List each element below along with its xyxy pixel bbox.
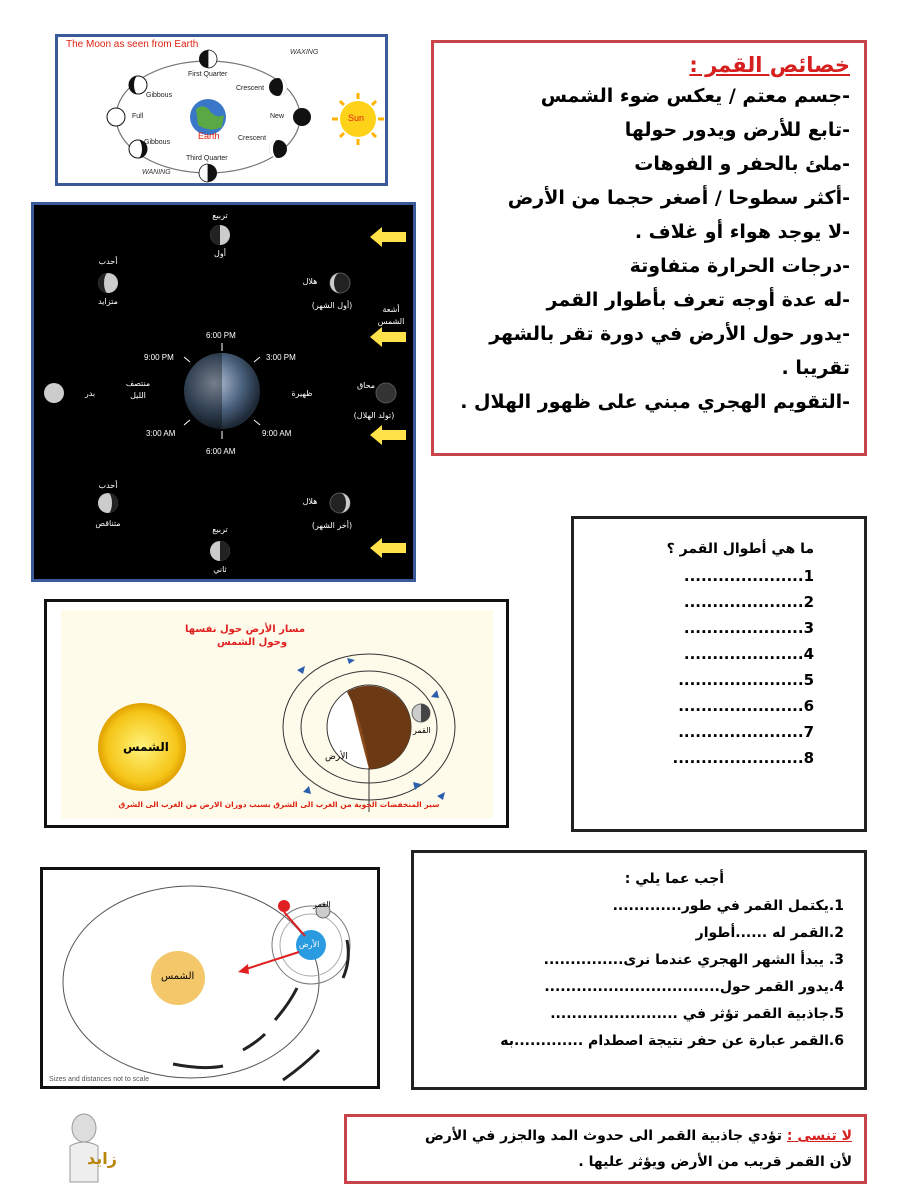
answer-line[interactable]: 7......................	[678, 723, 814, 741]
top-quarter-sub: أول	[214, 249, 226, 258]
gibbous-bottom-label: Gibbous	[144, 139, 171, 146]
reminder-lead: لا تنسى :	[786, 1128, 852, 1144]
property-item: -تابع للأرض ويدور حولها	[624, 119, 850, 141]
earth-label: Earth	[198, 131, 220, 141]
property-item: -يدور حول الأرض في دورة تقر بالشهر	[489, 323, 850, 345]
waning-label: WANING	[142, 169, 171, 176]
question-line[interactable]: 2.القمر له ......أطوار	[695, 925, 844, 941]
moon-crescent-top-icon	[269, 78, 287, 96]
gibbous-top-label: Gibbous	[146, 92, 173, 99]
earth-icon	[190, 99, 226, 135]
question-line[interactable]: 5.جاذبية القمر تؤثر في ........................	[550, 1006, 844, 1022]
waxing-label: WAXING	[290, 49, 319, 56]
crescent-first-label: هلال	[302, 277, 318, 286]
crescent-top-label: Crescent	[236, 85, 265, 92]
scale-note: Sizes and distances not to scale	[49, 1076, 150, 1083]
moon-label: القمر	[413, 726, 431, 735]
sun-label: الشمس	[161, 971, 195, 982]
sun-earth-graphic	[47, 602, 506, 825]
logo-graphic	[62, 1102, 122, 1190]
moon-new-icon	[293, 108, 311, 126]
gibbous-wan-sub: متناقص	[95, 519, 121, 528]
moon-orbit-diagram	[31, 202, 416, 582]
properties-title: خصائص القمر :	[689, 53, 850, 77]
property-item: -له عدة أوجه تعرف بأطوار القمر	[546, 289, 850, 311]
reminder-line-1: تؤدي جاذبية القمر الى حدوث المد والجزر في الأرض	[424, 1128, 787, 1144]
property-item: تقريبا .	[781, 357, 850, 379]
moon-properties-box	[431, 40, 867, 456]
gibbous-wan-label: أحدب	[98, 481, 118, 490]
new-moon-sub: (تولد الهلال)	[353, 411, 395, 420]
sun-label: Sun	[348, 113, 365, 123]
answer-line[interactable]: 6......................	[678, 697, 814, 715]
question-line[interactable]: 1.يكتمل القمر في طور.............	[612, 898, 844, 914]
moon-gibbous-wax-icon	[98, 273, 118, 293]
answer-line[interactable]: 5......................	[678, 671, 814, 689]
moon-gibbous-top-icon	[129, 76, 147, 94]
crescent-last-sub: (أخر الشهر)	[311, 521, 353, 530]
time-6pm: 6:00 PM	[206, 331, 236, 340]
phases-question-box	[571, 516, 867, 832]
moon-full-icon	[44, 383, 64, 403]
phases-title: The Moon as seen from Earth	[66, 39, 199, 50]
moon-crescent-first-icon	[330, 273, 350, 293]
answer-line[interactable]: 4.....................	[683, 645, 814, 663]
zayed-logo	[62, 1102, 122, 1190]
crescent-first-sub: (أول الشهر)	[311, 301, 353, 310]
bottom-quarter-sub: ثاني	[213, 565, 227, 574]
property-item: -أكثر سطوحا / أصغر حجما من الأرض	[507, 187, 850, 209]
property-item: -التقويم الهجري مبني على ظهور الهلال .	[460, 391, 850, 413]
answer-questions-box	[411, 850, 867, 1090]
time-9pm: 9:00 PM	[144, 353, 174, 362]
question-line[interactable]: 6.القمر عبارة عن حفر نتيجة اصطدام .............به	[500, 1033, 844, 1049]
logo-text: زايد	[87, 1149, 117, 1168]
crescent-last-label: هلال	[302, 497, 318, 506]
earth-label: الأرض	[299, 940, 320, 949]
reminder-box	[344, 1114, 867, 1184]
moon-crescent-last-icon	[330, 493, 350, 513]
third-quarter-label: Third Quarter	[186, 155, 228, 162]
first-quarter-label: First Quarter	[188, 71, 228, 78]
diagram-caption: سير المنخفضات الجوية من الغرب الى الشرق بسبب دوران الارض من الغرب الى الشرق	[118, 800, 440, 809]
top-quarter-label: تربيع	[212, 211, 228, 220]
answer-line[interactable]: 2.....................	[683, 593, 814, 611]
crescent-bottom-label: Crescent	[238, 135, 267, 142]
answer-line[interactable]: 3.....................	[683, 619, 814, 637]
time-3am: 3:00 AM	[146, 429, 176, 438]
full-moon-label: بدر	[84, 389, 96, 398]
moon-full-icon	[107, 108, 125, 126]
midnight-label: منتصف	[125, 379, 151, 388]
question-line[interactable]: 4.يدور القمر حول.................................	[544, 979, 844, 995]
property-item: -درجات الحرارة متفاوتة	[629, 255, 850, 277]
phases-question: ما هي أطوال القمر ؟	[666, 541, 814, 557]
moon-phases-diagram	[55, 34, 388, 186]
noon-label: ظهيرة	[291, 389, 313, 398]
sun-earth-moon-diagram	[40, 867, 380, 1089]
time-6am: 6:00 AM	[206, 447, 236, 456]
full-label: Full	[132, 113, 144, 120]
moon-crescent-bottom-icon	[269, 140, 287, 158]
moon-gibbous-wan-icon	[98, 493, 118, 513]
moon-top-quarter-icon	[210, 225, 230, 245]
property-item: -جسم معتم / يعكس ضوء الشمس	[540, 85, 850, 107]
property-item: -لا يوجد هواء أو غلاف .	[634, 221, 850, 243]
sun-earth-diagram	[44, 599, 509, 828]
earth-label: الأرض	[325, 752, 348, 762]
moon-label: القمر	[313, 900, 331, 909]
sun-label: الشمس	[123, 740, 169, 754]
answer-heading: أجب عما يلي :	[624, 871, 724, 887]
gibbous-wax-sub: متزايد	[98, 297, 118, 306]
reminder-line-2: لأن القمر قريب من الأرض ويؤثر عليها .	[578, 1154, 852, 1170]
question-line[interactable]: 3. يبدأ الشهر الهجري عندما نرى...............	[543, 952, 844, 968]
new-moon-label: محاق	[356, 381, 376, 390]
answer-line[interactable]: 1.....................	[683, 567, 814, 585]
midnight-sub: الليل	[130, 391, 146, 400]
time-3pm: 3:00 PM	[266, 353, 296, 362]
gibbous-wax-label: أحدب	[98, 257, 118, 266]
answer-line[interactable]: 8.......................	[672, 749, 814, 767]
moon-bottom-quarter-icon	[210, 541, 230, 561]
time-9am: 9:00 AM	[262, 429, 292, 438]
property-item: -ملئ بالحفر و الفوهات	[634, 153, 850, 175]
new-label: New	[270, 113, 285, 120]
sun-rays-sub: الشمس	[377, 317, 405, 326]
moon-first-quarter-icon	[199, 50, 217, 68]
sun-rays-label: أشعة	[382, 305, 400, 314]
bottom-quarter-label: تربيع	[212, 525, 228, 534]
path-label-2: وحول الشمس	[217, 637, 288, 648]
moon-third-quarter-icon	[199, 164, 217, 182]
path-label-1: مسار الأرض حول نفسها	[185, 624, 306, 635]
